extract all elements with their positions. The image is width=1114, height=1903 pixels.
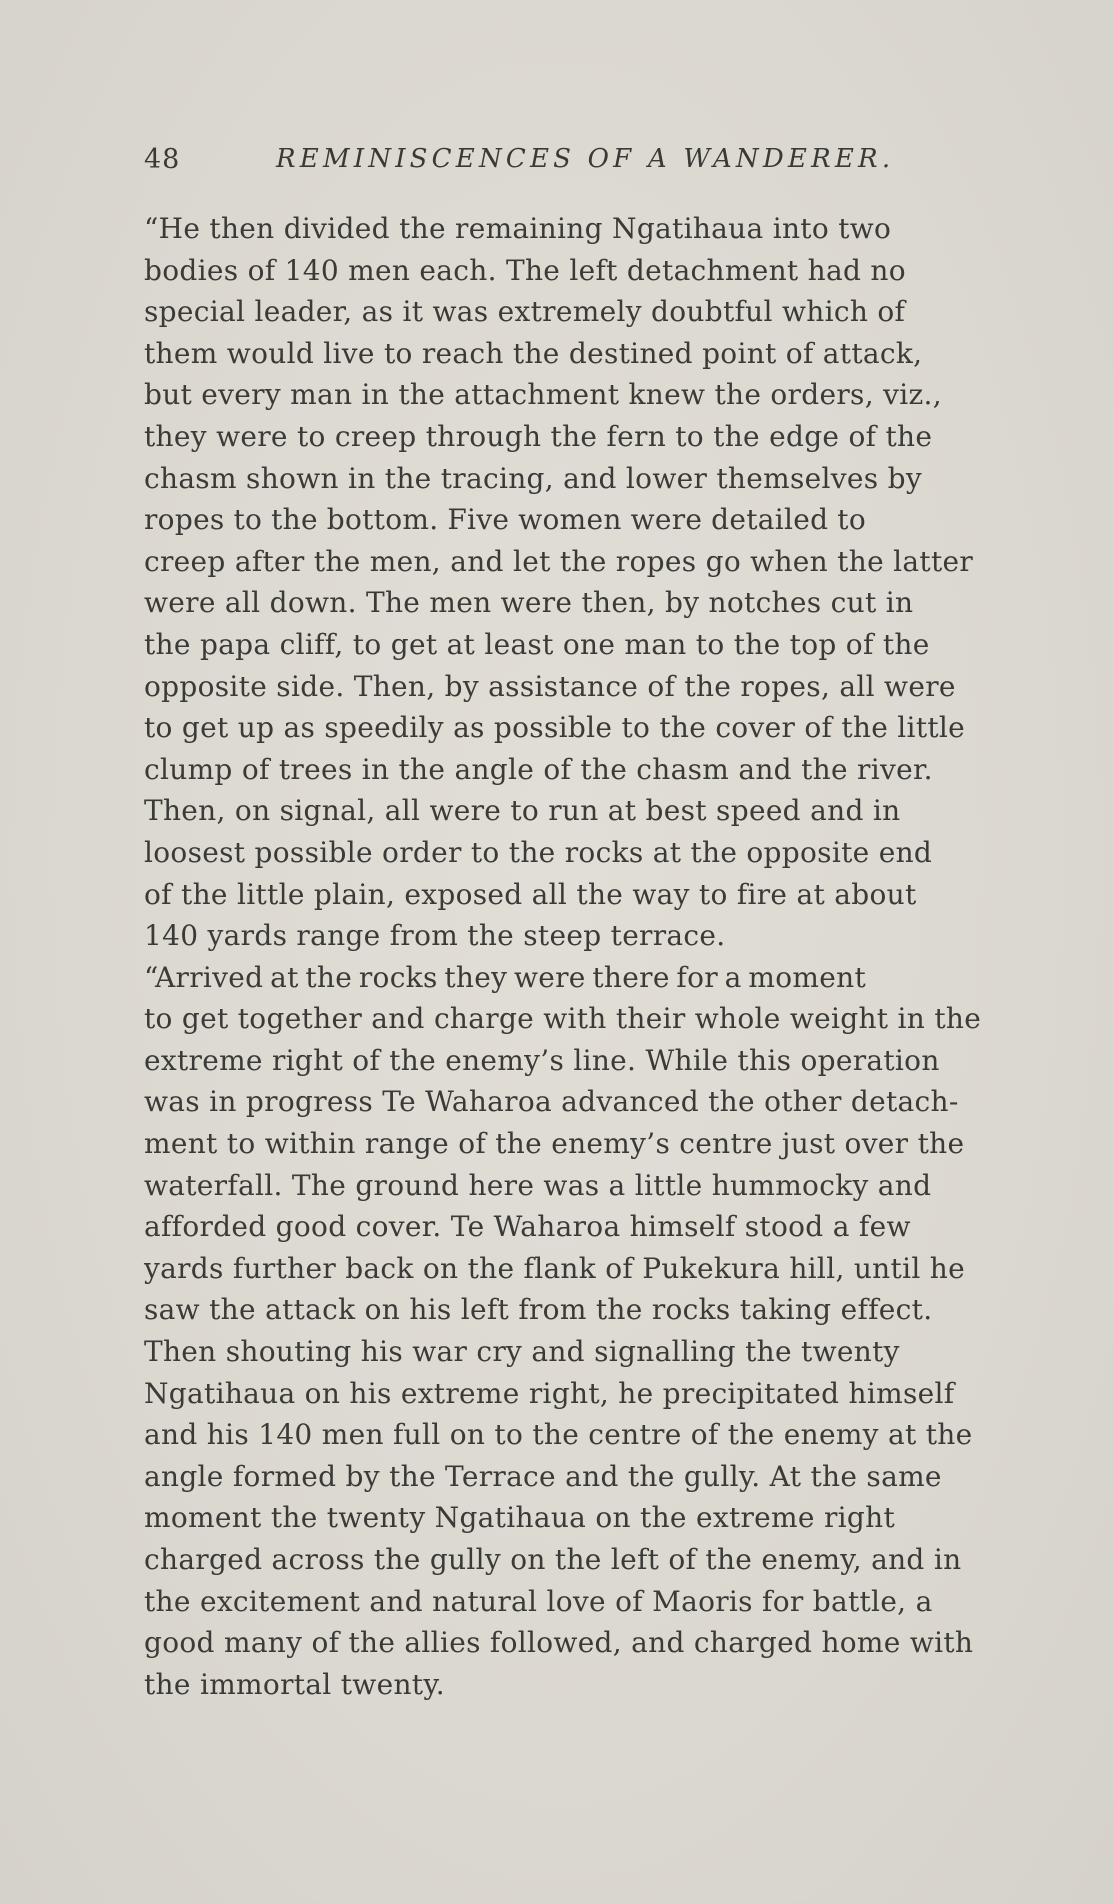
- text-line: of the little plain, exposed all the way to fire at about: [144, 877, 917, 911]
- text-line: ment to within range of the enemy’s centre just over the: [144, 1127, 965, 1161]
- text-line: them would live to reach the destined point of attack,: [144, 336, 923, 370]
- paragraph-1: [144, 208, 1054, 957]
- text-line: the papa cliff, to get at least one man to the top of the: [144, 627, 930, 661]
- text-line: afforded good cover. Te Waharoa himself stood a few: [144, 1210, 911, 1244]
- text-line: chasm shown in the tracing, and lower themselves by: [144, 461, 922, 495]
- text-line: creep after the men, and let the ropes go when the latter: [144, 544, 974, 578]
- text-line: saw the attack on his left from the rocks taking effect.: [144, 1293, 933, 1327]
- text-line: special leader, as it was extremely doubtful which of: [144, 295, 906, 329]
- text-line: charged across the gully on the left of the enemy, and in: [144, 1543, 962, 1576]
- text-line: angle formed by the Terrace and the gully. At the same: [144, 1459, 942, 1493]
- text-line: but every man in the attachment knew the orders, viz.,: [144, 378, 942, 412]
- text-line: good many of the allies followed, and charged home with: [144, 1626, 974, 1660]
- body-text: [144, 208, 1054, 1705]
- text-line: Ngatihaua on his extreme right, he precipitated himself: [144, 1376, 955, 1410]
- text-line: opposite side. Then, by assistance of the ropes, all were: [144, 669, 956, 703]
- text-line: “He then divided the remaining Ngatihaua into two: [144, 212, 892, 245]
- text-line: 140 yards range from the steep terrace.: [144, 919, 726, 953]
- paragraph-2: [144, 957, 1054, 1706]
- text-line: yards further back on the flank of Pukekura hill, until he: [144, 1251, 965, 1285]
- text-line: ropes to the bottom. Five women were detailed to: [144, 503, 866, 537]
- text-line: loosest possible order to the rocks at the opposite end: [144, 835, 933, 869]
- text-line: they were to creep through the fern to the edge of the: [144, 419, 933, 453]
- text-line: the excitement and natural love of Maoris for battle, a: [144, 1584, 933, 1618]
- text-line: moment the twenty Ngatihaua on the extreme right: [144, 1501, 896, 1535]
- text-line: the immortal twenty.: [144, 1667, 445, 1701]
- text-line: and his 140 men full on to the centre of the enemy at the: [144, 1418, 973, 1452]
- page-number: 48: [144, 144, 181, 175]
- text-line: Then shouting his war cry and signalling the twenty: [144, 1335, 900, 1369]
- text-line: to get together and charge with their whole weight in the: [144, 1002, 982, 1036]
- text-line: were all down. The men were then, by notches cut in: [144, 586, 914, 620]
- text-line: was in progress Te Waharoa advanced the other detach-: [144, 1085, 959, 1119]
- text-line: clump of trees in the angle of the chasm and the river.: [144, 752, 933, 786]
- text-line: “Arrived at the rocks they were there for a moment: [144, 960, 866, 994]
- text-line: extreme right of the enemy’s line. While this operation: [144, 1043, 940, 1077]
- text-line: Then, on signal, all were to run at best speed and in: [144, 794, 901, 828]
- running-title: REMINISCENCES OF A WANDERER.: [276, 144, 895, 174]
- text-line: to get up as speedily as possible to the cover of the little: [144, 711, 966, 745]
- text-line: bodies of 140 men each. The left detachment had no: [144, 253, 906, 287]
- text-line: waterfall. The ground here was a little hummocky and: [144, 1168, 932, 1202]
- page-header: [144, 138, 964, 184]
